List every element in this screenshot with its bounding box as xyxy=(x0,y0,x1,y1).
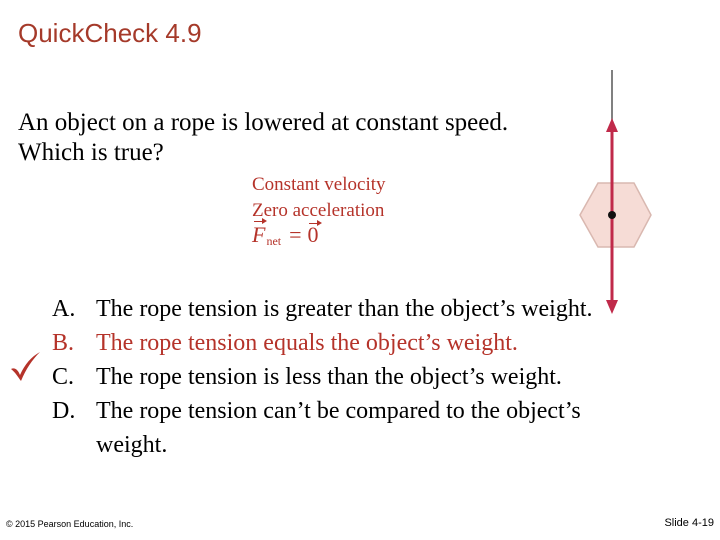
option-b-text: The rope tension equals the object’s weight. xyxy=(96,330,518,356)
slide-title: QuickCheck 4.9 xyxy=(18,18,202,48)
option-d-text: The rope tension can’t be compared to the object’s weight. xyxy=(96,398,581,458)
option-a-text: The rope tension is greater than the object’s weight. xyxy=(96,296,593,322)
option-b-letter: B. xyxy=(52,330,75,356)
checkmark-icon xyxy=(8,350,42,384)
force-subscript: net xyxy=(266,234,282,248)
slide-number: Slide 4-19 xyxy=(664,517,714,529)
option-b[interactable] xyxy=(52,326,642,360)
equals-sign: = xyxy=(289,222,302,247)
option-a[interactable] xyxy=(52,292,642,326)
answer-options xyxy=(52,292,642,462)
option-d[interactable] xyxy=(52,394,642,462)
rope-object-diagram xyxy=(560,68,670,328)
option-d-letter: D. xyxy=(52,398,76,424)
copyright-footer: © 2015 Pearson Education, Inc. xyxy=(6,519,134,529)
center-of-mass-dot xyxy=(608,211,616,219)
annotation-zero-acceleration: Zero acceleration xyxy=(252,200,385,221)
annotation-constant-velocity: Constant velocity xyxy=(252,174,386,195)
zero-vector: 0 xyxy=(307,222,319,247)
option-c[interactable] xyxy=(52,360,642,394)
option-c-text: The rope tension is less than the object’s weight. xyxy=(96,364,562,390)
net-force-equation xyxy=(252,222,319,248)
option-c-letter: C. xyxy=(52,364,75,390)
question-line-1: An object on a rope is lowered at constant speed. xyxy=(18,109,509,136)
question-line-2: Which is true? xyxy=(18,139,164,166)
force-vector-symbol: F xyxy=(252,222,266,247)
tension-arrow-head xyxy=(606,118,618,132)
question-text xyxy=(18,108,598,168)
option-a-letter: A. xyxy=(52,296,76,322)
motion-annotation xyxy=(252,172,386,224)
